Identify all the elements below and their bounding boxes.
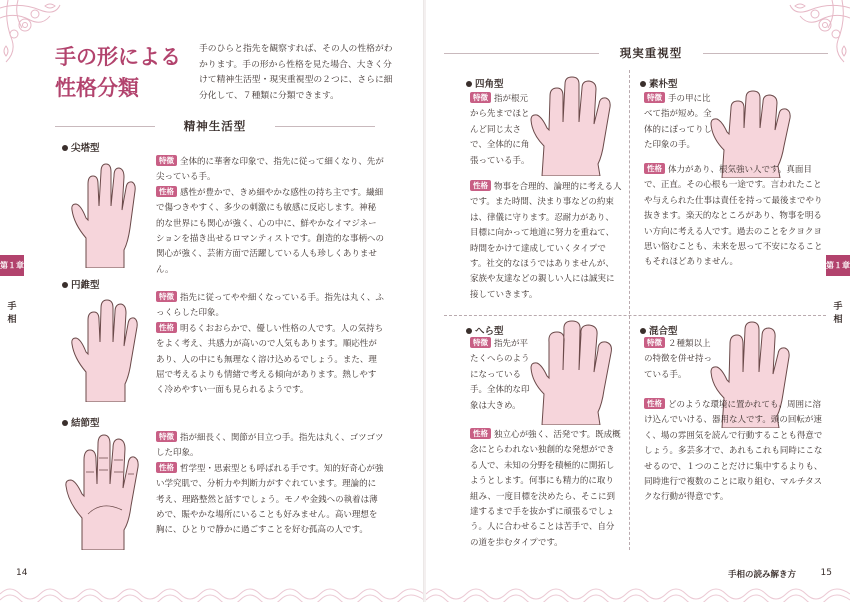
- chapter-label: 手相: [7, 302, 17, 325]
- row-divider: [444, 315, 826, 316]
- bullet-icon: [466, 328, 472, 334]
- chapter-label: 手相: [833, 302, 843, 325]
- square-hand-icon: [530, 74, 625, 176]
- type-heading-spatulate: [466, 323, 504, 337]
- feature-tag: 特徴: [156, 291, 177, 302]
- section-heading-spiritual: 精神生活型: [183, 119, 247, 133]
- type-name: 素朴型: [649, 79, 678, 90]
- column-divider: [629, 70, 630, 550]
- type-name: 混合型: [649, 326, 678, 337]
- mixed-personality-block: [644, 398, 824, 506]
- spatulate-personality: 独立心が強く、活発です。既成概念にとらわれない独創的な発想ができる人で、未知の分野を積極的に開拓しようとします。何事にも精力的に取り組み、一度目標を決めたら、そこに到達するまで手を抜かずに頑張るでしょう。人に合わせることは苦手で、自分の道を歩むタイプです。: [470, 430, 621, 548]
- type-heading-square: [466, 76, 504, 90]
- conic-description: [156, 291, 384, 399]
- knotty-feature: 指が細長く、関節が目立つ手。指先は丸く、ゴツゴツした印象。: [156, 433, 384, 459]
- title-line-1: 手の形による: [55, 45, 181, 69]
- type-name: 尖塔型: [71, 143, 100, 154]
- personality-tag: 性格: [644, 398, 665, 409]
- simple-personality-block: [644, 163, 824, 271]
- square-personality-block: [470, 180, 622, 303]
- section-rule-right: [703, 53, 828, 54]
- knotty-hand-icon: [62, 430, 152, 550]
- type-name: 円錐型: [71, 280, 100, 291]
- personality-tag: 性格: [470, 428, 491, 439]
- bullet-icon: [62, 420, 68, 426]
- spire-personality: 感性が豊かで、きめ細やかな感性の持ち主です。繊細で傷つきやすく、多少の刺激にも敏感に反応します。神秘的な世界にも関心が強く、心の中に、鮮やかなイマジネーションを描き出せるロマンティストです。創造的な事柄への関心が強く、芸術方面で活躍している人も珍しくありません。: [156, 187, 384, 275]
- chapter-tab: 第１章: [0, 255, 24, 276]
- square-personality: 物事を合理的、論理的に考える人です。また時間、決まり事などの約束は、律儀に守ります。忍耐力があり、目標に向かって地道に努力を重ねて、時間をかけて達成していくタイプです。社交的なほうではありませんが、家族や友達などの親しい人には誠実に接していきます。: [470, 182, 622, 300]
- conic-hand-icon: [68, 292, 148, 402]
- section-rule-right: [275, 126, 375, 127]
- simple-personality: 体力があり、根気強い人です。真面目で、正直。その心根も一途です。言われたことや与えられた仕事は責任を持って最後までやり抜きます。楽天的なところがあり、物事を明るい方向に考える人です。過去のことをクヨクヨ思い悩むことも、未来を思って不安になることもそれほどありません。: [644, 165, 823, 268]
- type-heading-mixed: [640, 323, 678, 337]
- corner-ornament-icon: [760, 0, 850, 70]
- chapter-tab: 第１章: [826, 255, 850, 276]
- type-name: 四角型: [475, 79, 504, 90]
- spatulate-personality-block: [470, 428, 622, 551]
- personality-tag: 性格: [644, 163, 665, 174]
- type-name: 結節型: [71, 418, 100, 429]
- spire-description: [156, 155, 384, 278]
- conic-feature: 指先に従ってやや細くなっている手。指先は丸く、ふっくらした印象。: [156, 293, 384, 319]
- type-heading-knotty: [62, 415, 100, 429]
- spire-hand-icon: [68, 158, 148, 268]
- feature-tag: 特徴: [644, 92, 665, 103]
- left-page: [0, 0, 424, 602]
- personality-tag: 性格: [156, 462, 177, 473]
- bullet-icon: [62, 282, 68, 288]
- page-number-left: 14: [16, 568, 28, 578]
- spatulate-hand-icon: [530, 320, 625, 425]
- simple-feature-block: [644, 92, 712, 154]
- footer-title: 手相の読み解き方: [728, 570, 797, 580]
- intro-text: 手のひらと指先を観察すれば、その人の性格がわかります。手の形から性格を見た場合、大きく分けて精神生活型・現実重視型の２つに、さらに細分化して、７種類に分類できます。: [199, 44, 393, 101]
- mixed-feature-block: [644, 337, 712, 383]
- feature-tag: 特徴: [470, 337, 491, 348]
- knotty-personality: 哲学型・思索型とも呼ばれる手です。知的好奇心が強い学究肌で、分析力や判断力がすぐれています。理論的に考え、理路整然と話すでしょう。モノや金銭への執着は薄めで、賑やかな場所にいることも好みません。高い理想を胸に、ひとりで静かに過ごすことを好む孤高の人です。: [156, 463, 384, 536]
- type-heading-conic: [62, 277, 100, 291]
- spire-feature: 全体的に華奢な印象で、指先に従って細くなり、先が尖っている手。: [156, 157, 384, 183]
- section-rule-left: [444, 53, 599, 54]
- bullet-icon: [640, 81, 646, 87]
- bullet-icon: [466, 81, 472, 87]
- bullet-icon: [640, 328, 646, 334]
- square-feature: 指が根元から先までほとんど同じ太さで、全体的に角張っている手。: [470, 94, 530, 166]
- page-number-right: 15: [820, 568, 832, 578]
- type-heading-spire: [62, 140, 100, 154]
- type-name: へら型: [475, 326, 504, 337]
- feature-tag: 特徴: [644, 337, 665, 348]
- mixed-feature: ２種類以上の特徴を併せ持っている手。: [644, 339, 713, 380]
- feature-tag: 特徴: [156, 155, 177, 166]
- right-page: [426, 0, 850, 602]
- feature-tag: 特徴: [470, 92, 491, 103]
- personality-tag: 性格: [470, 180, 491, 191]
- section-heading-practical: 現実重視型: [619, 46, 683, 60]
- personality-tag: 性格: [156, 322, 177, 333]
- section-rule-left: [55, 126, 155, 127]
- feature-tag: 特徴: [156, 431, 177, 442]
- spatulate-feature-block: [470, 337, 532, 414]
- bullet-icon: [62, 145, 68, 151]
- mixed-personality: どのような環境に置かれても、周囲に溶け込んでいける、器用な人です。頭の回転が速く、場の雰囲気を読んで行動することも得意でしょう。多芸多才で、あれもこれも同時にこなせるので、１つのことだけに集中するよりも、同時進行で複数のことに取り組む、マルチタスクな行動が得意です。: [644, 400, 823, 503]
- personality-tag: 性格: [156, 186, 177, 197]
- conic-personality: 明るくおおらかで、優しい性格の人です。人の気持ちをよく考え、共感力が高いので人気もあります。順応性があり、人の中にも無理なく溶け込めるでしょう。また、理屈で考えるよりも情緒で考える傾向があります。熱しやすく冷めやすい一面も見られるようです。: [156, 323, 384, 396]
- type-heading-simple: [640, 76, 678, 90]
- title-line-2: 性格分類: [55, 76, 139, 101]
- simple-feature: 手の甲に比べて指が短め。全体的にぽってりした印象の手。: [644, 94, 713, 151]
- knotty-description: [156, 431, 384, 539]
- page-title: [55, 44, 181, 103]
- lace-border-icon: [0, 554, 424, 602]
- square-feature-block: [470, 92, 532, 169]
- spatulate-feature: 指先が平たくへらのようになっている手。全体的な印象は大きめ。: [470, 339, 530, 411]
